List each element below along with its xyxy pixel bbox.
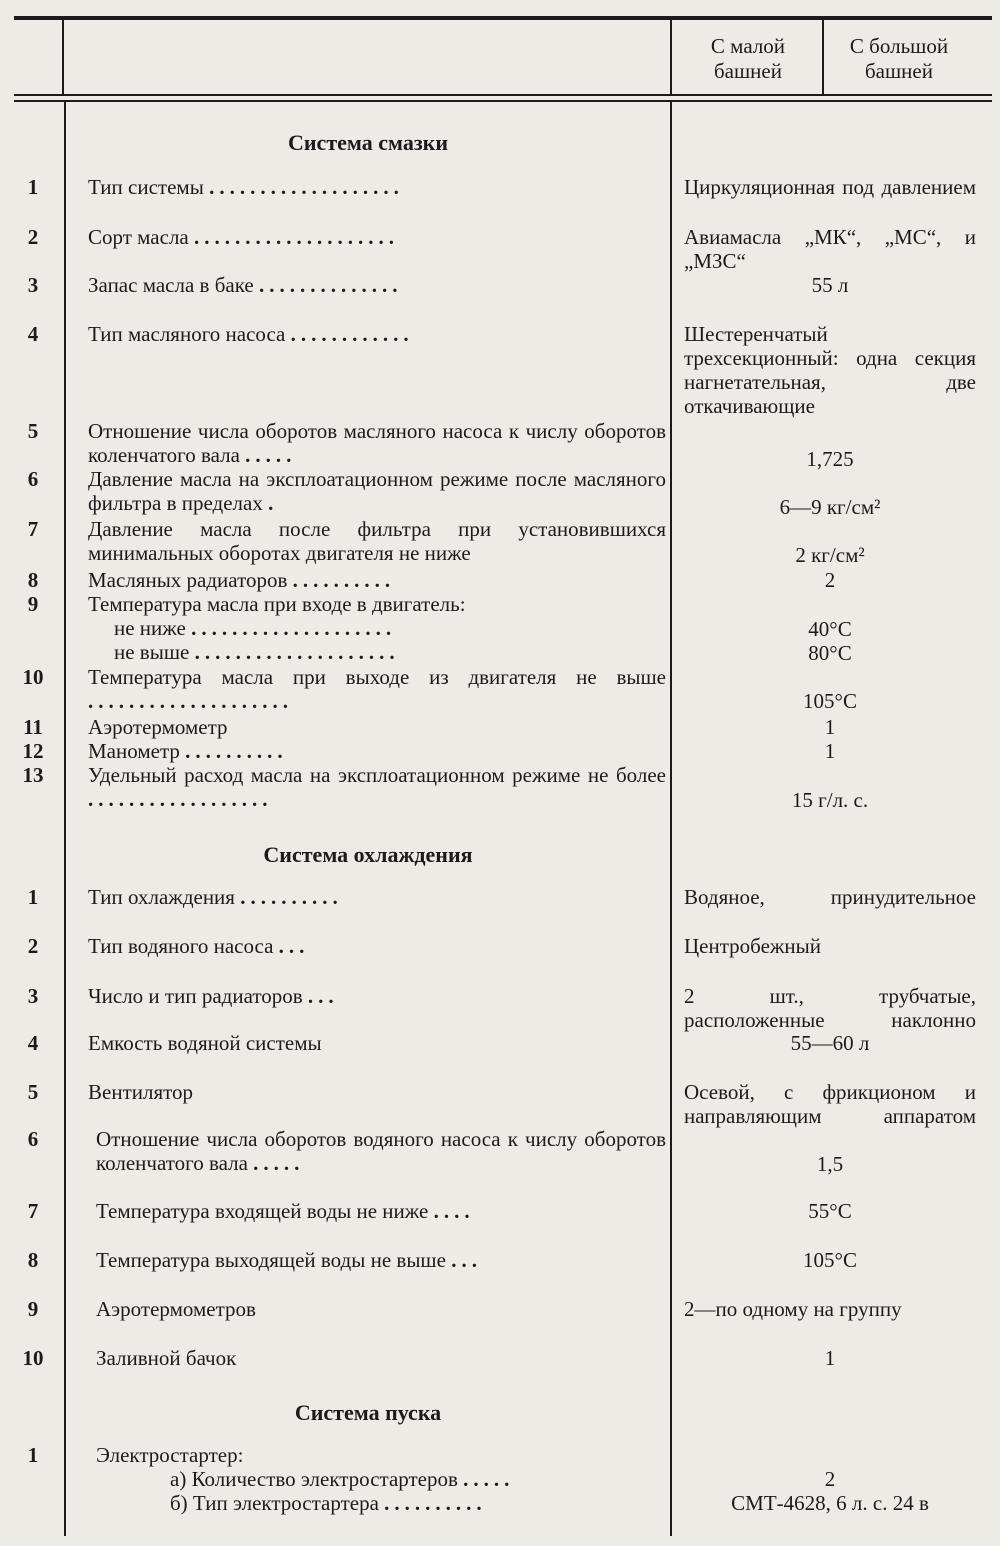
row-number: 10: [22, 1346, 44, 1370]
row-label: Тип водяного насоса ...: [88, 934, 310, 958]
row-label: Вентилятор: [88, 1080, 194, 1104]
row-value: 15 г/л. с.: [791, 788, 869, 812]
row-value: 1: [824, 1346, 836, 1370]
row-number: 9: [27, 1297, 39, 1321]
row-label: Давление масла на эксплоатационном режиме после масляного фильтра в пределах .: [88, 467, 666, 515]
row-value: 2: [824, 1467, 836, 1491]
row-number: 7: [27, 517, 39, 541]
row-number: 10: [22, 665, 44, 689]
row-label: Аэротермометр: [88, 715, 228, 739]
header-rule-split: [822, 18, 824, 96]
row-label: Давление масла после фильтра при установившихся минимальных оборотах двигателя не ниже: [88, 517, 666, 565]
row-number: 13: [22, 763, 44, 787]
row-label: Запас масла в баке ..............: [88, 273, 403, 297]
row-value: 1: [824, 739, 836, 763]
row-value: СМТ-4628, 6 л. с. 24 в: [731, 1491, 929, 1515]
header-col-small-tower: С малой башней: [710, 34, 786, 83]
row-number: 9: [27, 592, 39, 616]
row-value: 1: [824, 715, 836, 739]
row-number: 1: [27, 175, 39, 199]
header-col-large-tower: С большой башней: [849, 34, 949, 83]
row-label: Емкость водяной системы: [88, 1031, 322, 1055]
row-label: Заливной бачок: [96, 1346, 237, 1370]
row-value: Водяное, принудительное: [684, 885, 976, 909]
row-value: 1,5: [816, 1152, 844, 1176]
row-number: 12: [22, 739, 44, 763]
row-label: Температура выходящей воды не выше ...: [96, 1248, 482, 1272]
header-top-rule: [14, 16, 992, 20]
section-title-cooling: Система охлаждения: [263, 842, 473, 867]
row-label: Тип охлаждения ..........: [88, 885, 343, 909]
row-value: Центробежный: [684, 934, 821, 958]
row-number: 5: [27, 419, 39, 443]
row-label: Температура масла при входе в двигатель: не ниже .................... не выше ....................: [88, 592, 466, 664]
row-value: 6—9 кг/см²: [779, 495, 881, 519]
row-value: 2—по одному на группу: [684, 1297, 902, 1321]
row-value: 105°С: [803, 1248, 857, 1272]
row-label: Манометр ..........: [88, 739, 288, 763]
row-label: Тип системы ...................: [88, 175, 404, 199]
row-number: 2: [27, 225, 39, 249]
row-label: Отношение числа оборотов водяного насоса к числу оборотов коленчатого вала .....: [96, 1127, 666, 1175]
row-label: Сорт масла ....................: [88, 225, 399, 249]
row-number: 5: [27, 1080, 39, 1104]
row-label: Масляных радиаторов ..........: [88, 568, 396, 592]
header-bottom-rule-2: [14, 100, 992, 102]
row-value: 2 кг/см²: [795, 543, 865, 567]
row-number: 11: [23, 715, 43, 739]
row-number: 6: [27, 1127, 39, 1151]
row-value: Авиамасла „МК“, „МС“, и „МЗС“: [684, 225, 976, 273]
row-value: Осевой, с фрикционом и направляющим аппаратом: [684, 1080, 976, 1128]
row-number: 3: [27, 273, 39, 297]
header-bottom-rule: [14, 94, 992, 96]
row-label: Температура масла при выходе из двигателя не выше ....................: [88, 665, 666, 713]
row-number: 6: [27, 467, 39, 491]
row-value: 80°С: [808, 641, 852, 665]
row-number: 8: [27, 568, 39, 592]
row-value: 2 шт., трубчатые, расположенные наклонно: [684, 984, 976, 1032]
row-value: 105°С: [803, 689, 857, 713]
row-value: 2: [824, 568, 836, 592]
row-label: Температура входящей воды не ниже ....: [96, 1199, 475, 1223]
row-value: Шестеренчатый трехсекционный: одна секция нагнетательная, две откачивающие: [684, 322, 976, 418]
row-value: Циркуляционная под давлением: [684, 175, 976, 199]
row-label: Число и тип радиаторов ...: [88, 984, 339, 1008]
row-value: 55°С: [808, 1199, 852, 1223]
row-number: 1: [27, 1443, 39, 1467]
header-rule-values: [670, 18, 672, 96]
row-number: 7: [27, 1199, 39, 1223]
row-number: 4: [27, 322, 39, 346]
row-number: 3: [27, 984, 39, 1008]
row-label: Отношение числа оборотов масляного насоса к числу оборотов коленчатого вала .....: [88, 419, 666, 467]
row-label: Тип масляного насоса ............: [88, 322, 414, 346]
row-number: 4: [27, 1031, 39, 1055]
section-title-lubrication: Система смазки: [287, 130, 449, 155]
row-label: Электростартер: а) Количество электростартеров ..... б) Тип электростартера ..........: [96, 1443, 515, 1515]
row-number: 1: [27, 885, 39, 909]
row-value: 1,725: [806, 447, 854, 471]
row-number: 2: [27, 934, 39, 958]
column-rule-num: [64, 102, 66, 1536]
column-rule-values: [670, 102, 672, 1536]
row-value: 40°С: [808, 617, 852, 641]
row-label: Удельный расход масла на эксплоатационном режиме не более ..................: [88, 763, 666, 811]
section-title-starting: Система пуска: [294, 1400, 442, 1425]
row-label: Аэротермометров: [96, 1297, 256, 1321]
header-rule-num: [62, 18, 64, 96]
row-value: 55 л: [811, 273, 849, 297]
row-value: 55—60 л: [790, 1031, 870, 1055]
row-number: 8: [27, 1248, 39, 1272]
